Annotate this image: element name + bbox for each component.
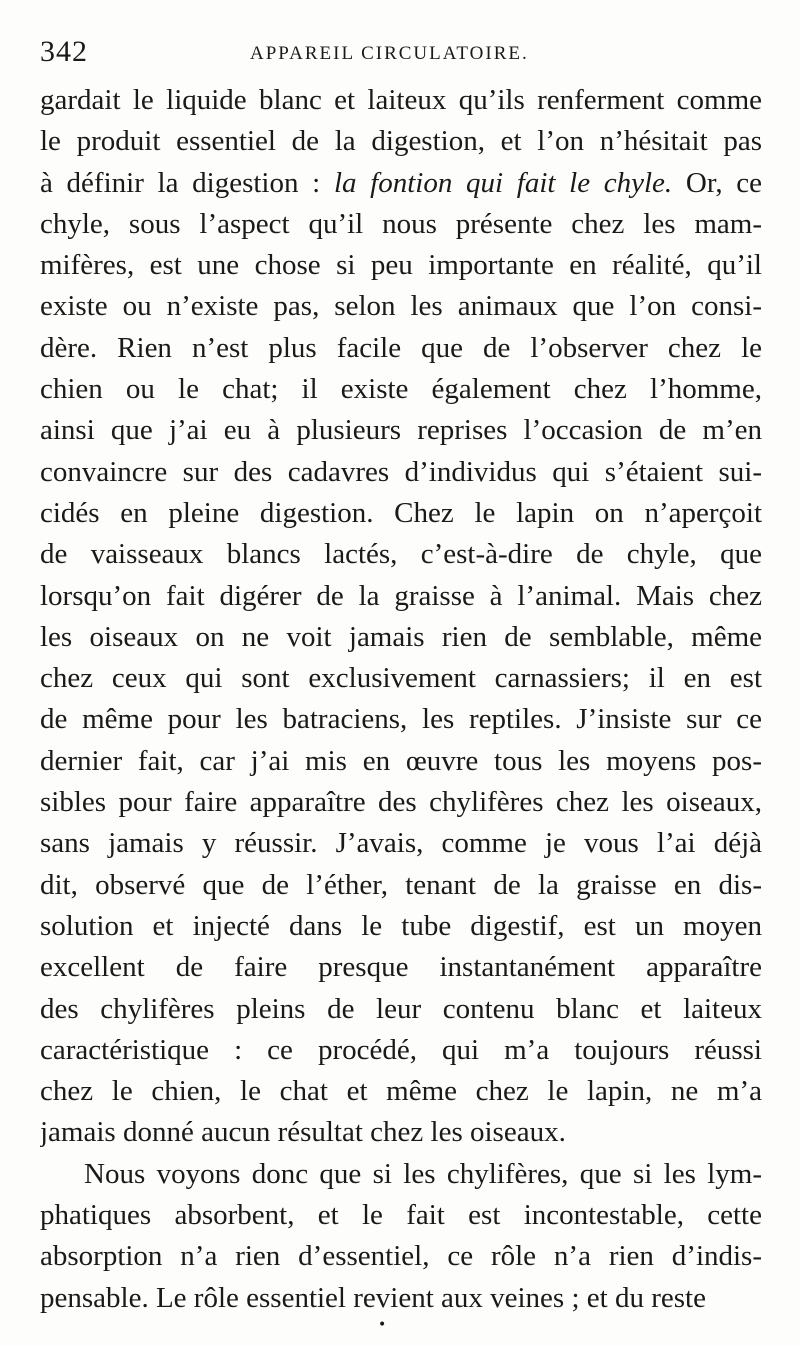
text-line: gardait le liquide blanc et laiteux qu’ils renferment comme	[40, 84, 762, 116]
text-line: de vaisseaux blancs lactés, c’est-à-dire de chyle, que	[40, 538, 762, 571]
paragraph	[40, 80, 762, 1154]
text-line: pensable. Le rôle essentiel revient aux veines ; et du reste	[40, 1281, 706, 1314]
text-line: caractéristique : ce procédé, qui m’a toujours réussi	[40, 1033, 762, 1066]
text-line: existe ou n’existe pas, selon les animaux que l’on consi-	[40, 290, 762, 323]
text-line: solution et injecté dans le tube digestif, est un moyen	[40, 909, 762, 942]
text-line: sans jamais y réussir. J’avais, comme je vous l’ai déjà	[40, 827, 762, 860]
text-line: cidés en pleine digestion. Chez le lapin on n’aperçoit	[40, 496, 762, 529]
text-line: absorption n’a rien d’essentiel, ce rôle n’a rien d’indis-	[40, 1240, 762, 1273]
text-line: phatiques absorbent, et le fait est incontestable, cette	[40, 1199, 762, 1232]
text-line: chez ceux qui sont exclusivement carnassiers; il en est	[40, 662, 762, 695]
signature-mark: •	[378, 1317, 387, 1333]
text-run: Or, ce	[672, 166, 762, 199]
text-line: de même pour les batraciens, les reptiles. J’insiste sur ce	[40, 703, 762, 736]
body-text	[40, 80, 762, 1319]
text-line: lorsqu’on fait digérer de la graisse à l’animal. Mais chez	[40, 579, 762, 612]
text-line: chyle, sous l’aspect qu’il nous présente chez les mam-	[40, 207, 762, 240]
text-line: Nous voyons donc que si les chylifères, que si les lym-	[84, 1157, 762, 1190]
text-line: jamais donné aucun résultat chez les oiseaux.	[40, 1116, 566, 1149]
text-run: à définir la digestion :	[40, 166, 334, 199]
text-line: mifères, est une chose si peu importante en réalité, qu’il	[40, 249, 762, 282]
text-line: des chylifères pleins de leur contenu blanc et laiteux	[40, 992, 762, 1025]
text-line: dère. Rien n’est plus facile que de l’observer chez le	[40, 331, 762, 364]
text-line: excellent de faire presque instantanément apparaître	[40, 951, 762, 984]
text-line: chien ou le chat; il existe également chez l’homme,	[40, 373, 762, 406]
text-line: convaincre sur des cadavres d’individus qui s’étaient sui-	[40, 455, 762, 488]
running-title: APPAREIL CIRCULATOIRE.	[250, 43, 529, 64]
paragraph	[40, 1154, 762, 1319]
text-line: ainsi que j’ai eu à plusieurs reprises l’occasion de m’en	[40, 414, 762, 447]
text-line: les oiseaux on ne voit jamais rien de semblable, même	[40, 620, 762, 653]
running-head	[40, 34, 762, 74]
text-line: dit, observé que de l’éther, tenant de la graisse en dis-	[40, 868, 762, 901]
page-number: 342	[40, 35, 88, 68]
italic-text-run: la fontion qui fait le chyle.	[333, 166, 673, 199]
text-line: chez le chien, le chat et même chez le lapin, ne m’a	[40, 1075, 762, 1108]
text-line	[40, 163, 762, 204]
text-line: le produit essentiel de la digestion, et l’on n’hésitait pas	[40, 125, 762, 158]
text-line: dernier fait, car j’ai mis en œuvre tous les moyens pos-	[40, 744, 762, 777]
text-line: sibles pour faire apparaître des chylifères chez les oiseaux,	[40, 786, 762, 819]
